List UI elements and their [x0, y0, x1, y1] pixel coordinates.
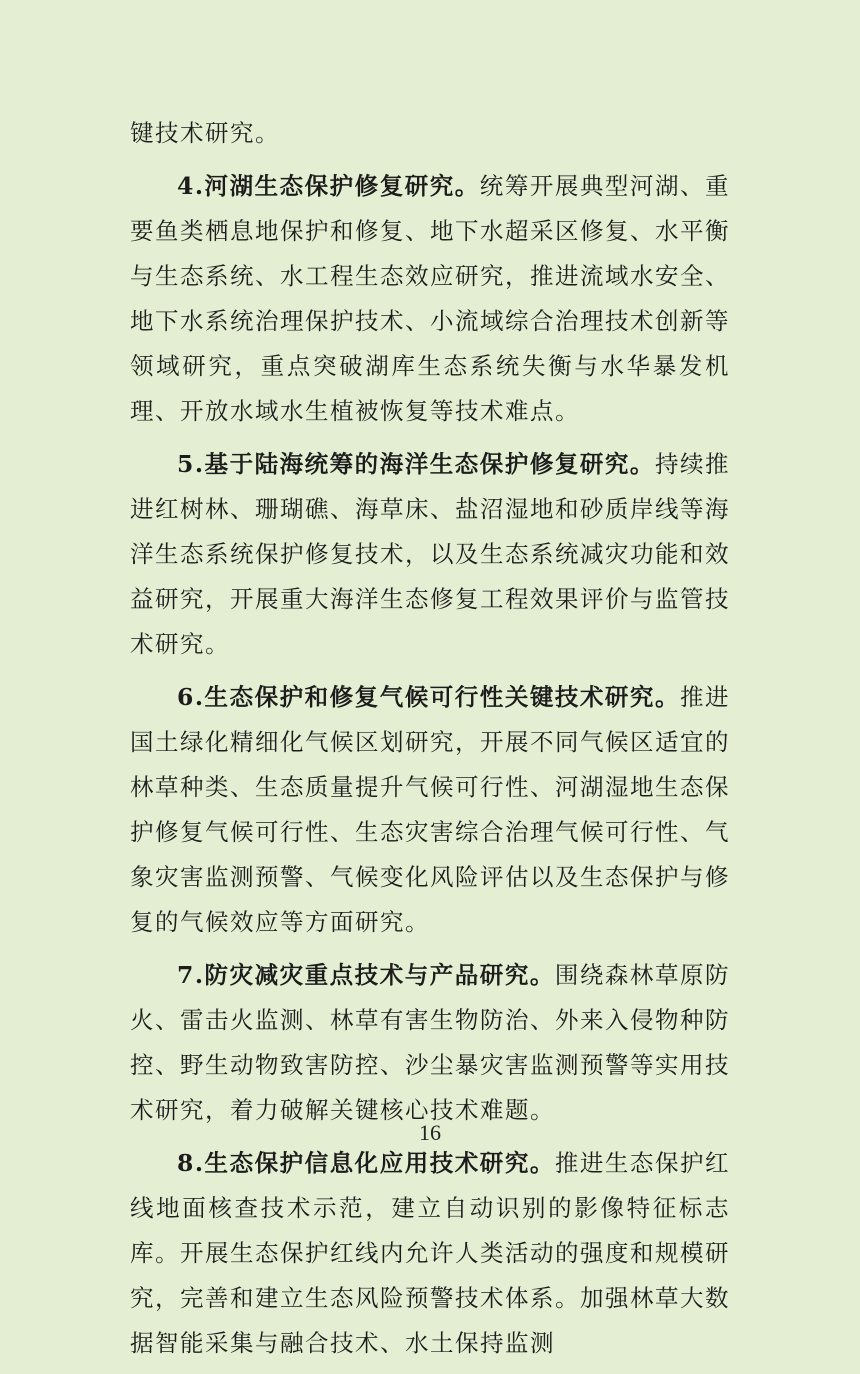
- paragraph-7: [130, 953, 730, 1133]
- paragraph-text: 持续推进红树林、珊瑚礁、海草床、盐沼湿地和砂质岸线等海洋生态系统保护修复技术，以及生态系统减灾功能和效益研究，开展重大海洋生态修复工程效果评价与监管技术研究。: [130, 450, 730, 658]
- paragraph-text: 推进国土绿化精细化气候区划研究，开展不同气候区适宜的林草种类、生态质量提升气候可行性、河湖湿地生态保护修复气候可行性、生态灾害综合治理气候可行性、气象灾害监测预警、气候变化风险评估以及生态保护与修复的气候效应等方面研究。: [130, 683, 730, 936]
- paragraph-text: 围绕森林草原防火、雷击火监测、林草有害生物防治、外来入侵物种防控、野生动物致害防控、沙尘暴灾害监测预警等实用技术研究，着力破解关键核心技术难题。: [130, 961, 730, 1124]
- paragraph-continuation: 键技术研究。: [130, 119, 280, 147]
- page-number: 16: [419, 1120, 441, 1145]
- paragraph-8: [130, 1141, 730, 1366]
- paragraph-heading: 7.防灾减灾重点技术与产品研究。: [177, 961, 555, 989]
- paragraph-heading: 4.河湖生态保护修复研究。: [177, 172, 480, 200]
- paragraph-text: 推进生态保护红线地面核查技术示范，建立自动识别的影像特征标志库。开展生态保护红线内允许人类活动的强度和规模研究，完善和建立生态风险预警技术体系。加强林草大数据智能采集与融合技术、水土保持监测: [130, 1149, 730, 1357]
- paragraph-heading: 8.生态保护信息化应用技术研究。: [177, 1149, 555, 1177]
- paragraph-heading: 5.基于陆海统筹的海洋生态保护修复研究。: [177, 450, 655, 478]
- document-body: [130, 111, 730, 1374]
- paragraph-6: [130, 675, 730, 945]
- paragraph-heading: 6.生态保护和修复气候可行性关键技术研究。: [177, 683, 680, 711]
- paragraph-4: [130, 164, 730, 434]
- paragraph-5: [130, 442, 730, 667]
- paragraph-text: 统筹开展典型河湖、重要鱼类栖息地保护和修复、地下水超采区修复、水平衡与生态系统、水工程生态效应研究，推进流域水安全、地下水系统治理保护技术、小流域综合治理技术创新等领域研究，重点突破湖库生态系统失衡与水华暴发机理、开放水域水生植被恢复等技术难点。: [130, 172, 730, 425]
